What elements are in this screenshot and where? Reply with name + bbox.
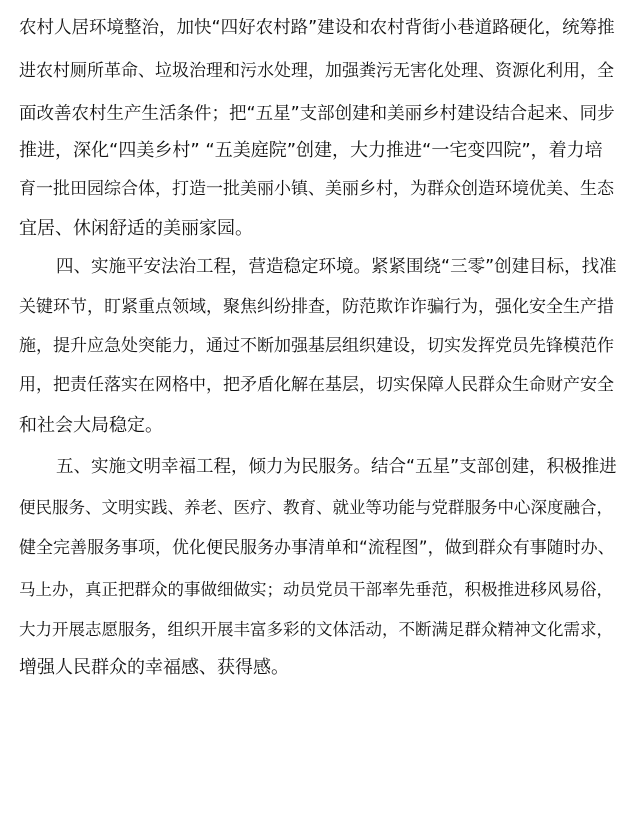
text-line: 进农村厕所革命、垃圾治理和污水处理，加强粪污无害化处理、资源化利用，全 <box>19 61 614 81</box>
text-line: 增强人民群众的幸福感、获得感。 <box>19 657 289 678</box>
text-line: 推进，深化“四美乡村” “五美庭院”创建，大力推进“一宅变四院”，着力培 <box>19 140 603 161</box>
text-line: 和社会大局稳定。 <box>19 415 163 436</box>
text-line: 面改善农村生产生活条件；把“五星”支部创建和美丽乡村建设结合起来、同步 <box>19 104 615 124</box>
text-line: 宜居、休闲舒适的美丽家园。 <box>19 218 253 239</box>
text-line: 便民服务、文明实践、养老、医疗、教育、就业等功能与党群服务中心深度融合， <box>19 498 613 517</box>
text-line: 马上办，真正把群众的事做细做实；动员党员干部率先垂范，积极推进移风易俗， <box>19 580 613 599</box>
text-line: 四、实施平安法治工程，营造稳定环境。紧紧围绕“三零”创建目标，找准 <box>56 257 617 277</box>
text-line: 育一批田园综合体，打造一批美丽小镇、美丽乡村，为群众创造环境优美、生态 <box>19 179 614 199</box>
text-line: 健全完善服务事项，优化便民服务办事清单和“流程图”，做到群众有事随时办、 <box>19 538 615 558</box>
text-line: 五、实施文明幸福工程，倾力为民服务。结合“五星”支部创建，积极推进 <box>56 457 617 477</box>
text-line: 农村人居环境整治，加快“四好农村路”建设和农村背街小巷道路硬化，统筹推 <box>19 18 615 38</box>
text-line: 大力开展志愿服务，组织开展丰富多彩的文体活动，不断满足群众精神文化需求， <box>19 620 613 639</box>
text-line: 用，把责任落实在网格中，把矛盾化解在基层，切实保障人民群众生命财产安全 <box>19 375 614 395</box>
text-line: 施，提升应急处突能力，通过不断加强基层组织建设，切实发挥党员先锋模范作 <box>19 336 614 356</box>
text-line: 关键环节，盯紧重点领域，聚焦纠纷排查，防范欺诈诈骗行为，强化安全生产措 <box>19 297 614 317</box>
